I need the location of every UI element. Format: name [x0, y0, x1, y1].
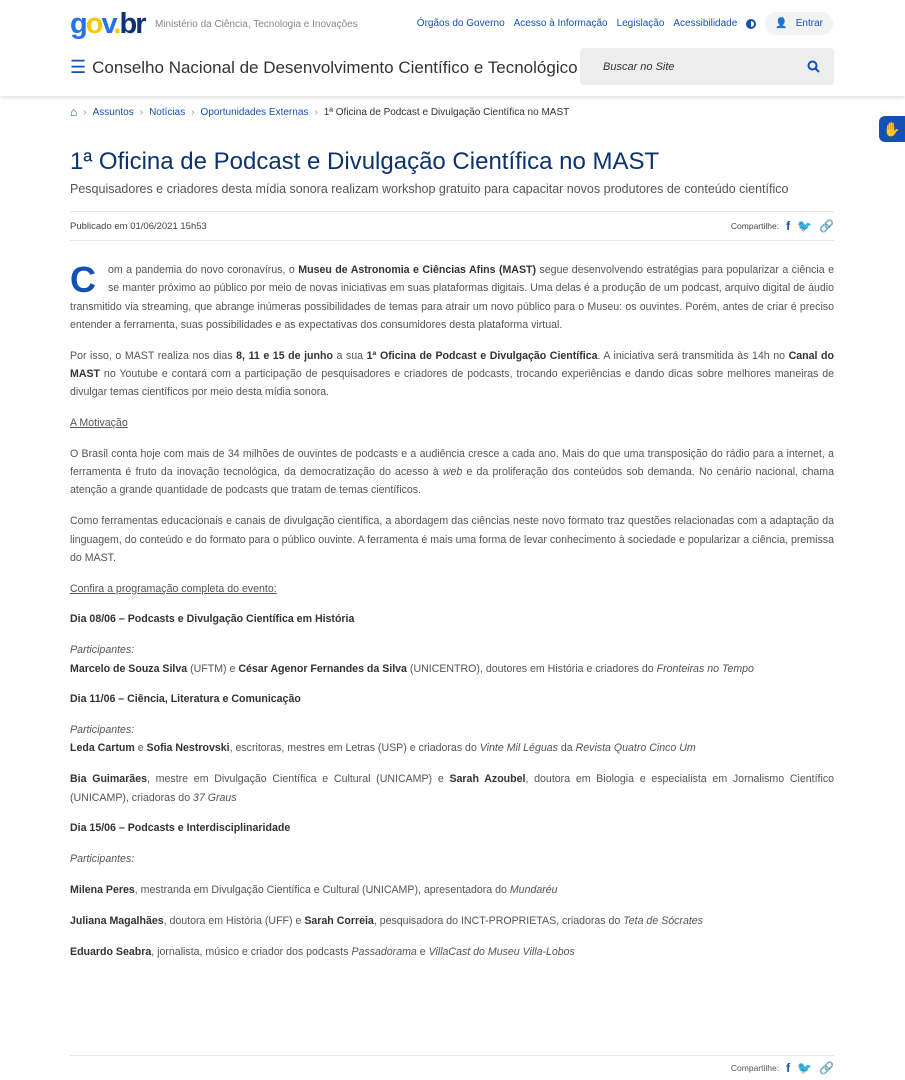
- article-paragraph: [70, 690, 834, 708]
- contrast-icon[interactable]: [746, 19, 756, 29]
- bold-text: Dia 11/06 – Ciência, Literatura e Comunicação: [70, 693, 301, 706]
- italic-text: Participantes:: [70, 853, 135, 866]
- link-acessibilidade[interactable]: Acessibilidade: [673, 18, 738, 29]
- link-icon[interactable]: 🔗: [819, 1061, 834, 1075]
- bold-text: Dia 08/06 – Podcasts e Divulgação Científica em História: [70, 613, 355, 626]
- text: om a pandemia do novo coronavírus, o: [108, 264, 299, 276]
- text: , escritoras, mestres em Letras (USP) e criadoras do: [229, 742, 480, 755]
- section-heading: A Motivação: [70, 417, 128, 430]
- article-paragraph: [70, 770, 834, 807]
- share-bar-bottom: [731, 1061, 834, 1075]
- text: , jornalista, músico e criador dos podcasts: [151, 945, 352, 958]
- site-header: [0, 0, 905, 96]
- twitter-icon[interactable]: 🐦: [797, 1061, 813, 1075]
- bold-text: Leda Cartum: [70, 742, 135, 755]
- search-input[interactable]: [603, 61, 783, 73]
- italic-text: Passadorama: [351, 945, 417, 958]
- twitter-icon[interactable]: 🐦: [797, 219, 813, 233]
- link-legislacao[interactable]: Legislação: [616, 18, 665, 29]
- bold-text: Milena Peres: [70, 883, 135, 896]
- share-bar: [731, 219, 834, 233]
- facebook-icon[interactable]: f: [786, 1061, 791, 1075]
- italic-text: Mundaréu: [509, 883, 558, 896]
- text: no Youtube e contará com a participação de pesquisadores e criadores de podcasts, trocando experiências e dando dicas sobre melhores maneiras de divulgar temas científicos por meio desta mídia sonora.: [70, 367, 834, 399]
- article-paragraph: [70, 943, 834, 961]
- article-title: 1ª Oficina de Podcast e Divulgação Científica no MAST: [70, 148, 660, 175]
- share-label: Compartilhe:: [730, 221, 780, 231]
- article-paragraph: [70, 641, 834, 678]
- text: e da proliferação dos conteúdos sob demanda. No cenário nacional, chama atenção a grande quantidade de podcasts que tratam de temas científicos.: [70, 466, 834, 497]
- bold-text: César Agenor Fernandes da Silva: [238, 662, 407, 675]
- article-subtitle: Pesquisadores e criadores desta mídia sonora realizam workshop gratuito para capacitar novos produtores de conteúdo científico: [70, 182, 789, 196]
- menu-icon[interactable]: ☰: [70, 57, 87, 77]
- text: (UNICENTRO), doutores em História e criadores do: [406, 662, 657, 675]
- login-label: Entrar: [795, 18, 823, 29]
- text: O Brasil conta hoje com mais de 34 milhões de ouvintes de podcasts e a audiência cresce a cada ano. Mais do que uma transposição do rádio para a internet, a ferramenta é fruto da inovação tecnológica, da democratização do acesso à: [70, 447, 834, 479]
- share-label: Compartilhe:: [730, 1063, 780, 1073]
- article-paragraph: [70, 512, 834, 567]
- italic-text: 37 Graus: [193, 791, 237, 804]
- drop-cap: C: [70, 259, 96, 300]
- text: , doutora em Biologia e especialista em Jornalismo Científico (UNICAMP), criadoras do: [70, 773, 835, 804]
- home-icon[interactable]: ⌂: [70, 105, 78, 119]
- bold-text: Sarah Correia: [304, 914, 374, 927]
- article-paragraph: [70, 912, 834, 930]
- bold-text: Eduardo Seabra: [70, 945, 152, 958]
- article-paragraph: [70, 881, 834, 899]
- article-body: [70, 261, 834, 961]
- article-paragraph: [70, 580, 834, 598]
- text: e: [416, 945, 429, 958]
- article-paragraph: [70, 721, 834, 758]
- article-paragraph: [70, 347, 834, 402]
- breadcrumb-current: 1ª Oficina de Podcast e Divulgação Científica no MAST: [323, 106, 570, 118]
- article-paragraph: [70, 819, 834, 837]
- site-title[interactable]: Conselho Nacional de Desenvolvimento Científico e Tecnológico: [92, 57, 578, 77]
- text: , pesquisadora do INCT-PROPRIETAS, criadoras do: [373, 914, 624, 927]
- ministry-name: Ministério da Ciência, Tecnologia e Inovações: [155, 19, 358, 30]
- italic-text: Fronteiras no Tempo: [656, 662, 754, 675]
- italic-text: Vinte Mil Léguas: [479, 742, 558, 755]
- article-paragraph: [70, 261, 834, 334]
- link-icon[interactable]: 🔗: [819, 219, 834, 233]
- top-links: [417, 12, 833, 35]
- section-heading: Confira a programação completa do evento:: [70, 582, 277, 595]
- bold-text: Sofia Nestrovski: [146, 742, 230, 755]
- bold-text: Bia Guimarães: [70, 773, 147, 786]
- bold-text: Juliana Magalhães: [70, 914, 164, 927]
- italic-text: VillaCast do Museu Villa-Lobos: [428, 945, 575, 958]
- text: , mestre em Divulgação Científica e Cultural (UNICAMP) e: [147, 773, 450, 786]
- breadcrumb-assuntos[interactable]: Assuntos: [92, 106, 134, 118]
- login-button[interactable]: [765, 12, 833, 35]
- facebook-icon[interactable]: f: [786, 219, 791, 233]
- bold-text: Marcelo de Souza Silva: [70, 662, 188, 675]
- link-orgaos[interactable]: Órgãos do Governo: [416, 18, 505, 29]
- text: Como ferramentas educacionais e canais de divulgação científica, a abordagem das ciências neste novo formato traz questões relacionadas com a adaptação da linguagem, do conteúdo e do formato para o público ouvinte. A ferramenta é mais uma forma de levar conhecimento à sociedade e popularizar a ciência, premissa do MAST.: [70, 515, 834, 564]
- italic-text: Participantes:: [70, 724, 135, 737]
- article-paragraph: [70, 610, 834, 628]
- bold-text: Canal do MAST: [70, 349, 834, 380]
- user-icon: 👤: [775, 18, 788, 29]
- breadcrumb: ⌂ › Assuntos › Notícias › Oportunidades Externas › 1ª Oficina de Podcast e Divulgação Científica no MAST: [70, 105, 570, 119]
- italic-text: Teta de Sócrates: [623, 914, 703, 927]
- text: (UFTM) e: [187, 662, 239, 675]
- link-acesso-informacao[interactable]: Acesso à Informação: [513, 18, 608, 29]
- italic-text: Revista Quatro Cinco Um: [575, 742, 696, 755]
- article-meta: [70, 211, 834, 241]
- breadcrumb-oportunidades[interactable]: Oportunidades Externas: [200, 106, 309, 118]
- search-box: [580, 48, 834, 85]
- vlibras-accessibility-icon[interactable]: ✋: [879, 116, 905, 142]
- bold-text: Dia 15/06 – Podcasts e Interdisciplinaridade: [70, 822, 291, 835]
- text: , mestranda em Divulgação Científica e Cultural (UNICAMP), apresentadora do: [134, 883, 510, 896]
- text: da: [557, 742, 576, 755]
- article-paragraph: [70, 850, 834, 868]
- text: Por isso, o MAST realiza nos dias: [70, 349, 237, 362]
- search-icon[interactable]: [807, 60, 820, 73]
- published-date: Publicado em 01/06/2021 15h53: [70, 220, 207, 232]
- article-paragraph: [70, 414, 834, 432]
- article-paragraph: [70, 445, 834, 500]
- text: . A iniciativa será transmitida às 14h no: [597, 349, 789, 362]
- text: , doutora em História (UFF) e: [163, 914, 305, 927]
- article: [70, 148, 834, 973]
- breadcrumb-noticias[interactable]: Notícias: [149, 106, 186, 118]
- bold-text: Museu de Astronomia e Ciências Afins (MAST): [298, 264, 537, 276]
- text: e: [134, 742, 147, 755]
- text: segue desenvolvendo estratégias para popularizar a ciência e se manter próximo ao público por meio de novas iniciativas em suas plataformas digitais. Uma delas é a produção de um podcast, arquivo digital de áudio transmitido via streaming, que abrange inúmeras possibilidades de temas para atrair um novo público para o Museu: os ouvintes. Porém, antes de criar é preciso entender a ferramenta, suas possibilidades e as expectativas dos consumidores desta plataforma virtual.: [70, 264, 835, 331]
- footer-share: [70, 1055, 834, 1080]
- bold-text: 8, 11 e 15 de junho: [236, 349, 333, 362]
- text: a sua: [332, 349, 367, 362]
- bold-text: 1ª Oficina de Podcast e Divulgação Científica: [366, 349, 598, 362]
- italic-text: web: [442, 466, 463, 479]
- bold-text: Sarah Azoubel: [449, 773, 526, 786]
- italic-text: Participantes:: [70, 644, 135, 657]
- govbr-logo[interactable]: gov.br: [70, 8, 145, 40]
